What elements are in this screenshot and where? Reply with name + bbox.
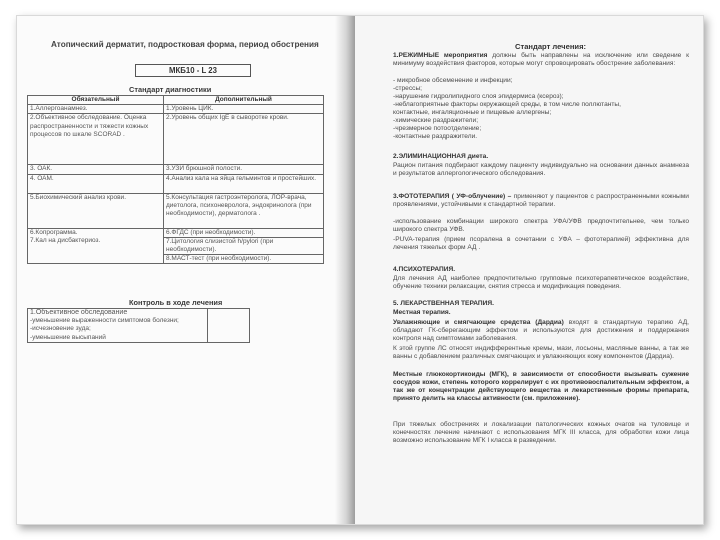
table-row bbox=[28, 165, 324, 174]
paragraph: -PUVA-терапия (прием псоралена в сочетании с УФА – фототерапией) эффективна для лечения тяжелых форм АД . bbox=[393, 236, 689, 252]
left-page-header: Атопический дерматит, подростковая форма, период обострения bbox=[51, 40, 319, 49]
paragraph: При тяжелых обострениях и локализации патологических кожных очагов на туловище и конечностях лечение начинают с использования МГК III класса, для обработки кожи лица возможно использование МГК I класса в разведении. bbox=[393, 421, 689, 445]
table-row bbox=[28, 193, 324, 228]
section-heading: 2.ЭЛИМИНАЦИОННАЯ диета. bbox=[393, 153, 489, 160]
table-row bbox=[28, 309, 250, 318]
required-cell: 2.Объективное обследование. Оценка распространенности и тяжести кожных процессов по шкале SCORAD . bbox=[28, 114, 164, 165]
treatment-standard-heading: Стандарт лечения: bbox=[515, 42, 587, 51]
list-item: -контактные раздражители. bbox=[393, 133, 478, 140]
list-item: контактные, ингаляционные и пищевые аллергены; bbox=[393, 109, 552, 116]
diagnostics-standard-heading: Стандарт диагностики bbox=[129, 85, 212, 94]
list-item: -неблагоприятные факторы окружающей среды, в том числе поллютанты, bbox=[393, 101, 621, 108]
additional-cell: 3.УЗИ брюшной полости. bbox=[164, 165, 324, 174]
table-row bbox=[28, 255, 324, 264]
control-cell: -уменьшение выраженности симптомов болезни; bbox=[28, 317, 208, 325]
list-item: -стрессы; bbox=[393, 85, 423, 92]
section-heading: 5. ЛЕКАРСТВЕННАЯ ТЕРАПИЯ. bbox=[393, 300, 494, 307]
table-row bbox=[28, 174, 324, 193]
list-item: -чрезмерное потоотделение; bbox=[393, 125, 482, 132]
paragraph: Местные глюкокортикоиды (МГК), в зависимости от способности вызывать сужение сосудов кожи, степень которого коррелирует с их противовоспалительным эффектом, а так же от концентрации действующего вещества и лекарственные формы препарата, принято делить на классы активности (см. приложение). bbox=[393, 371, 689, 403]
column-header-required: Обязательный bbox=[28, 96, 164, 105]
left-page bbox=[17, 16, 347, 524]
additional-cell: 7.Цитология слизистой h/pylori (при необходимости). bbox=[164, 237, 324, 254]
paragraph: 1.РЕЖИМНЫЕ мероприятия должны быть направлены на исключение или сведение к минимуму воздействия факторов, которые могут спровоцировать обострение заболевания: bbox=[393, 52, 690, 68]
column-header-additional: Дополнительный bbox=[164, 96, 324, 105]
required-cell: 5.Биохимический анализ крови. bbox=[28, 193, 164, 228]
section-heading: 4.ПСИХОТЕРАПИЯ. bbox=[393, 266, 456, 273]
slide-frame bbox=[16, 15, 704, 525]
required-cell bbox=[28, 255, 164, 264]
paragraph: Рацион питания подбирают каждому пациенту индивидуально на основании данных анамнеза и результатов аллергологического обследования. bbox=[393, 162, 689, 178]
paragraph: Для лечения АД наиболее предпочтительно групповые психотерапевтическое воздействие, обучение техники релаксации, снятия стресса и модификация поведения. bbox=[393, 275, 689, 291]
table-row bbox=[28, 105, 324, 114]
diagnosis-code-box: МКБ10 - L 23 bbox=[135, 64, 251, 77]
required-cell: 3. ОАК. bbox=[28, 165, 164, 174]
book-gutter bbox=[335, 16, 355, 524]
additional-cell: 2.Уровень общих IgE в сыворотке крови. bbox=[164, 114, 324, 165]
sub-heading: Местная терапия. bbox=[393, 309, 451, 316]
table-header-row bbox=[28, 96, 324, 105]
control-cell: 1.Объективное обследование bbox=[28, 309, 208, 318]
paragraph: 3.ФОТОТЕРАПИЯ ( УФ-облучение) – применяют у пациентов с распространенными кожными проявлениями, устойчивыми к стандартной терапии. bbox=[393, 193, 689, 209]
required-cell: 1.Аллергоанамнез. bbox=[28, 105, 164, 114]
additional-cell: 6.ФГДС (при необходимости). bbox=[164, 228, 324, 237]
additional-cell: 8.МАСТ-тест (при необходимости). bbox=[164, 255, 324, 264]
control-table bbox=[27, 308, 250, 343]
diagnostics-table bbox=[27, 95, 324, 264]
control-cell-empty bbox=[208, 309, 250, 343]
table-row bbox=[28, 237, 324, 254]
required-cell: 6.Копрограмма. bbox=[28, 228, 164, 237]
control-cell: -уменьшение высыпаний bbox=[28, 334, 208, 343]
additional-cell: 4.Анализ кала на яйца гельминтов и простейших. bbox=[164, 174, 324, 193]
paragraph: К этой группе ЛС относят индифферентные кремы, мази, лосьоны, масляные ванны, а так же ванны с добавлением различных смягчающих и увлажняющих кожу компонентов (Дардиа). bbox=[393, 345, 689, 361]
additional-cell: 5.Консультация гастроэнтеролога, ЛОР-врача, диетолога, психоневролога, эндокринолога (при необходимости), дерматолога . bbox=[164, 193, 324, 228]
control-cell: -исчезновение зуда; bbox=[28, 325, 208, 333]
paragraph: Увлажняющие и смягчающие средства (Дардиа) входят в стандартную терапию АД, обладают ГК-сберегающим эффектом и используются для достижения и поддержания контроля над симптомами заболевания. bbox=[393, 319, 690, 343]
list-item: -нарушение гидролипидного слоя эпидермиса (ксероз); bbox=[393, 93, 564, 100]
right-page bbox=[347, 16, 703, 524]
required-cell: 4. ОАМ. bbox=[28, 174, 164, 193]
additional-cell: 1.Уровень ЦИК. bbox=[164, 105, 324, 114]
table-row bbox=[28, 114, 324, 165]
required-cell: 7.Кал на дисбактериоз. bbox=[28, 237, 164, 254]
treatment-control-heading: Контроль в ходе лечения bbox=[129, 298, 223, 307]
table-row bbox=[28, 228, 324, 237]
list-item: - микробное обсеменение и инфекции; bbox=[393, 77, 513, 84]
paragraph: -использование комбинации широкого спектра УФА/УФВ предпочтительнее, чем только широкого спектра УФВ. bbox=[393, 218, 689, 234]
list-item: -химические раздражители; bbox=[393, 117, 479, 124]
